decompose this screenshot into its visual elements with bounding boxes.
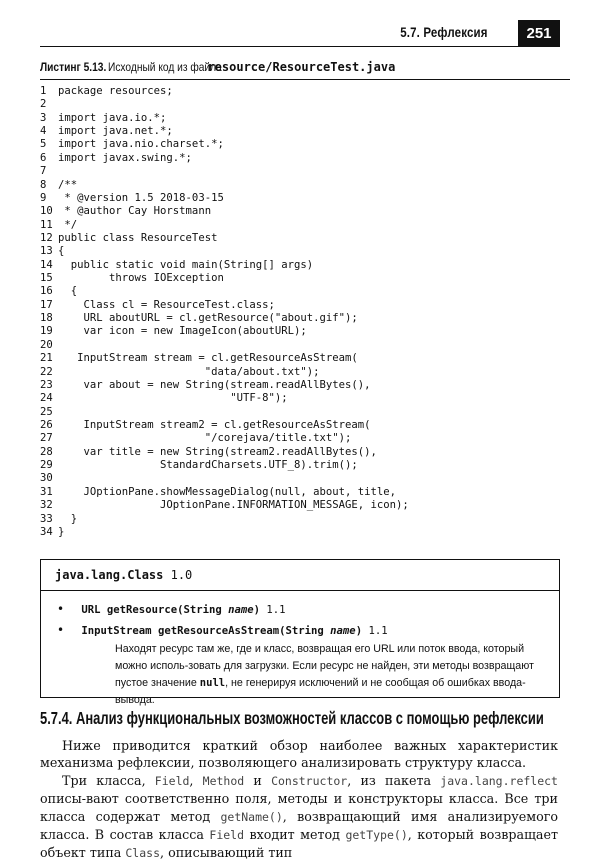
method-close: ) bbox=[355, 625, 363, 637]
line-number: 2 bbox=[40, 98, 47, 111]
line-number: 8 bbox=[40, 178, 47, 191]
line-number: 28 bbox=[40, 445, 53, 458]
line-number: 30 bbox=[40, 472, 53, 485]
code-line bbox=[40, 165, 570, 178]
text-run: , из пакета bbox=[347, 772, 441, 788]
code-line bbox=[40, 259, 570, 272]
code-line bbox=[40, 352, 570, 365]
api-class-name: java.lang.Class bbox=[55, 568, 164, 582]
body-text bbox=[40, 737, 558, 863]
code-line bbox=[40, 192, 570, 205]
method-param: name bbox=[228, 604, 254, 616]
code-line bbox=[40, 125, 570, 138]
line-number: 6 bbox=[40, 151, 47, 164]
line-number: 11 bbox=[40, 218, 53, 231]
code-line bbox=[40, 379, 570, 392]
code-text: var icon = new ImageIcon(aboutURL); bbox=[58, 325, 307, 338]
code-line bbox=[40, 325, 570, 338]
code-text: JOptionPane.showMessageDialog(null, about, title, bbox=[58, 485, 397, 498]
code-text: InputStream stream2 = cl.getResourceAsStream( bbox=[58, 418, 371, 431]
code-text bbox=[58, 339, 570, 352]
code-term: java.lang.reflect bbox=[440, 773, 558, 788]
code-line bbox=[40, 98, 570, 111]
code-line bbox=[40, 179, 570, 192]
code-text bbox=[58, 472, 570, 485]
method-name: getResource(String bbox=[106, 604, 222, 616]
code-line bbox=[40, 499, 570, 512]
line-number: 15 bbox=[40, 272, 53, 285]
method-version: 1.1 bbox=[368, 625, 388, 637]
api-version: 1.0 bbox=[170, 568, 193, 582]
code-line bbox=[40, 419, 570, 432]
desc-part-2: , не генерируя исключений и не сообщая об ошибках ввода-вывода. bbox=[115, 677, 526, 706]
code-line bbox=[40, 392, 570, 405]
code-line bbox=[40, 299, 570, 312]
code-line bbox=[40, 285, 570, 298]
code-text: { bbox=[58, 245, 65, 258]
api-note-box bbox=[40, 559, 560, 706]
null-keyword: null bbox=[199, 677, 226, 689]
code-text: var title = new String(stream2.readAllBytes(), bbox=[58, 445, 377, 458]
code-line bbox=[40, 486, 570, 499]
method-close: ) bbox=[253, 604, 261, 616]
line-number: 5 bbox=[40, 138, 47, 151]
bullet-icon: • bbox=[57, 623, 65, 637]
code-line bbox=[40, 312, 570, 325]
text-run: , bbox=[189, 772, 203, 788]
line-number: 24 bbox=[40, 392, 53, 405]
code-line bbox=[40, 232, 570, 245]
code-term: getType() bbox=[345, 828, 408, 843]
code-text: /** bbox=[58, 178, 78, 191]
code-line bbox=[40, 366, 570, 379]
code-text: URL aboutURL = cl.getResource("about.gif"); bbox=[58, 312, 358, 325]
code-text: InputStream stream = cl.getResourceAsStream( bbox=[58, 352, 358, 365]
line-number: 7 bbox=[40, 165, 47, 178]
code-text: "/corejava/title.txt"); bbox=[58, 432, 352, 445]
code-text: */ bbox=[58, 218, 78, 231]
text-run: , описывающий тип bbox=[160, 845, 293, 861]
method-name: getResourceAsStream(String bbox=[157, 625, 324, 637]
code-line bbox=[40, 112, 570, 125]
line-number: 22 bbox=[40, 365, 53, 378]
line-number: 34 bbox=[40, 525, 53, 538]
line-number: 13 bbox=[40, 245, 53, 258]
code-text: import java.net.*; bbox=[58, 125, 173, 138]
code-text: var about = new String(stream.readAllBytes(), bbox=[58, 378, 371, 391]
code-line bbox=[40, 339, 570, 352]
code-text: import java.io.*; bbox=[58, 111, 167, 124]
bullet-icon: • bbox=[57, 602, 65, 616]
section-heading: 5.7.4. Анализ функциональных возможностей классов с помощью рефлексии bbox=[40, 708, 544, 728]
line-number: 20 bbox=[40, 338, 53, 351]
paragraph: Ниже приводится краткий обзор наиболее важных характеристик механизма рефлексии, позволяющего анализировать структуру класса. bbox=[40, 738, 558, 771]
code-text: { bbox=[58, 285, 78, 298]
paragraph bbox=[40, 772, 558, 863]
code-line bbox=[40, 459, 570, 472]
code-text bbox=[58, 406, 570, 419]
code-text: } bbox=[58, 512, 78, 525]
code-line bbox=[40, 219, 570, 232]
listing-caption bbox=[40, 60, 570, 80]
page-number: 251 bbox=[518, 20, 560, 46]
code-line bbox=[40, 472, 570, 485]
code-text: throws IOException bbox=[58, 272, 224, 285]
line-number: 12 bbox=[40, 231, 53, 244]
header-section-title: 5.7. Рефлексия bbox=[400, 24, 488, 40]
text-run: Три класса, bbox=[62, 772, 155, 788]
text-run: описы-вают соответственно поля, методы и конструкторы класса. Все три класса содержат метод bbox=[40, 791, 558, 824]
line-number: 10 bbox=[40, 205, 53, 218]
text-run: входит метод bbox=[244, 827, 346, 843]
line-number: 21 bbox=[40, 352, 53, 365]
line-number: 23 bbox=[40, 378, 53, 391]
line-number: 25 bbox=[40, 405, 53, 418]
code-listing bbox=[40, 85, 570, 539]
line-number: 1 bbox=[40, 85, 47, 97]
code-text: * @author Cay Horstmann bbox=[58, 205, 212, 218]
code-term: Constructor bbox=[271, 773, 348, 788]
line-number: 16 bbox=[40, 285, 53, 298]
desc-part-1: Находят ресурс там же, где и класс, возвращая его URL или поток ввода, который можно исполь-зовать для загрузки. Если ресурс не найден, эти методы возвращают пустое значение bbox=[115, 643, 534, 689]
text-run: и bbox=[244, 772, 272, 788]
line-number: 14 bbox=[40, 258, 53, 271]
line-number: 26 bbox=[40, 418, 53, 431]
text-run: , который возвращает объект типа bbox=[40, 827, 558, 861]
api-method bbox=[57, 602, 286, 616]
code-text: package resources; bbox=[58, 85, 173, 97]
code-text: StandardCharsets.UTF_8).trim(); bbox=[58, 459, 358, 472]
listing-filename: resource/ResourceTest.java bbox=[207, 60, 396, 74]
code-term: Class bbox=[125, 846, 160, 861]
code-term: Field bbox=[154, 773, 190, 788]
code-term: Field bbox=[209, 828, 245, 843]
code-line bbox=[40, 205, 570, 218]
text-run: , возвращающий имя анализируемого класса. В состав класса bbox=[40, 808, 558, 843]
api-header bbox=[41, 560, 559, 591]
code-line bbox=[40, 138, 570, 151]
code-line bbox=[40, 446, 570, 459]
code-text: "UTF-8"); bbox=[58, 392, 288, 405]
code-term: Method bbox=[202, 773, 245, 788]
line-number: 29 bbox=[40, 459, 53, 472]
code-text: "data/about.txt"); bbox=[58, 365, 320, 378]
api-method bbox=[57, 623, 388, 637]
line-number: 9 bbox=[40, 191, 47, 204]
line-number: 33 bbox=[40, 512, 53, 525]
code-term: getName() bbox=[220, 809, 283, 824]
code-line bbox=[40, 272, 570, 285]
method-return-type: InputStream bbox=[81, 625, 152, 637]
method-version: 1.1 bbox=[266, 604, 286, 616]
method-param: name bbox=[330, 625, 356, 637]
listing-caption-text: Исходный код из файла bbox=[107, 60, 222, 74]
method-return-type: URL bbox=[81, 604, 101, 616]
line-number: 4 bbox=[40, 125, 47, 138]
line-number: 3 bbox=[40, 111, 47, 124]
line-number: 27 bbox=[40, 432, 53, 445]
code-text bbox=[58, 98, 570, 111]
code-text: Class cl = ResourceTest.class; bbox=[58, 298, 275, 311]
code-text: import javax.swing.*; bbox=[58, 151, 192, 164]
code-text: } bbox=[58, 525, 65, 538]
code-text: JOptionPane.INFORMATION_MESSAGE, icon); bbox=[58, 499, 409, 512]
line-number: 31 bbox=[40, 485, 53, 498]
code-line bbox=[40, 406, 570, 419]
code-text: * @version 1.5 2018-03-15 bbox=[58, 191, 224, 204]
code-text bbox=[58, 165, 570, 178]
listing-label: Листинг 5.13. bbox=[40, 60, 107, 74]
line-number: 18 bbox=[40, 312, 53, 325]
code-line bbox=[40, 513, 570, 526]
code-line bbox=[40, 432, 570, 445]
code-text: public class ResourceTest bbox=[58, 231, 218, 244]
code-line bbox=[40, 245, 570, 258]
running-header bbox=[40, 20, 560, 47]
code-line bbox=[40, 526, 570, 539]
api-description bbox=[115, 641, 555, 709]
code-line bbox=[40, 85, 570, 98]
line-number: 17 bbox=[40, 298, 53, 311]
code-text: public static void main(String[] args) bbox=[58, 258, 314, 271]
code-line bbox=[40, 152, 570, 165]
code-text: import java.nio.charset.*; bbox=[58, 138, 224, 151]
line-number: 19 bbox=[40, 325, 53, 338]
line-number: 32 bbox=[40, 499, 53, 512]
